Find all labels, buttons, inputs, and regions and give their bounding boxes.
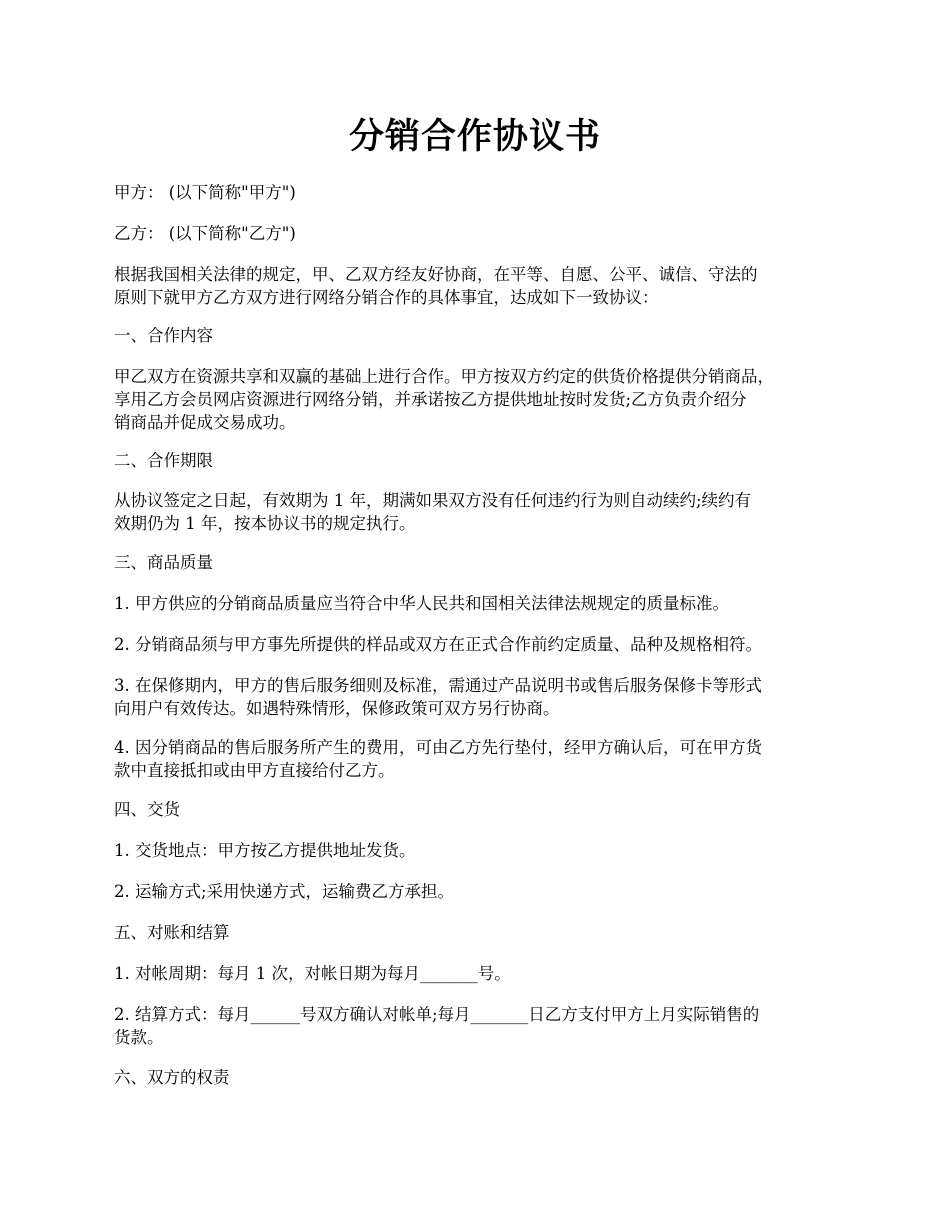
delivery-item-1: 1. 交货地点：甲方按乙方提供地址发货。 xyxy=(114,841,416,860)
cooperation-content-paragraph: 甲乙双方在资源共享和双赢的基础上进行合作。甲方按双方约定的供货价格提供分销商品， 享用乙方会员网店资源进行网络分销，并承诺按乙方提供地址按时发货;乙方负责介绍分 销商品并促成交易成功。 xyxy=(114,367,774,432)
section-heading-cooperation-term: 二、合作期限 xyxy=(114,451,213,470)
party-b-line: 乙方： (以下简称"乙方") xyxy=(114,224,296,243)
section-heading-rights-duties: 六、双方的权责 xyxy=(114,1068,230,1087)
quality-item-3: 3. 在保修期内，甲方的售后服务细则及标准，需通过产品说明书或售后服务保修卡等形式 向用户有效传达。如遇特殊情形，保修政策可双方另行协商。 xyxy=(114,676,762,718)
preamble-paragraph: 根据我国相关法律的规定，甲、乙双方经友好协商，在平等、自愿、公平、诚信、守法的 原则下就甲方乙方双方进行网络分销合作的具体事宜，达成如下一致协议： xyxy=(114,265,758,307)
document-title: 分销合作协议书 xyxy=(348,117,601,157)
quality-item-1: 1. 甲方供应的分销商品质量应当符合中华人民共和国相关法律法规规定的质量标准。 xyxy=(114,594,729,613)
quality-item-2: 2. 分销商品须与甲方事先所提供的样品或双方在正式合作前约定质量、品种及规格相符。 xyxy=(114,635,762,654)
settlement-item-2: 2. 结算方式：每月______号双方确认对帐单;每月_______日乙方支付甲方上月实际销售的 货款。 xyxy=(114,1005,760,1047)
settlement-item-1: 1. 对帐周期：每月 1 次，对帐日期为每月_______号。 xyxy=(114,964,511,983)
cooperation-term-paragraph: 从协议签定之日起，有效期为 1 年，期满如果双方没有任何违约行为则自动续约;续约有 效期仍为 1 年，按本协议书的规定执行。 xyxy=(114,491,752,533)
section-heading-cooperation-content: 一、合作内容 xyxy=(114,326,213,345)
section-heading-product-quality: 三、商品质量 xyxy=(114,553,213,572)
party-a-line: 甲方： (以下简称"甲方") xyxy=(114,183,296,202)
delivery-item-2: 2. 运输方式;采用快递方式，运输费乙方承担。 xyxy=(114,882,455,901)
section-heading-delivery: 四、交货 xyxy=(114,800,180,819)
section-heading-settlement: 五、对账和结算 xyxy=(114,923,230,942)
quality-item-4: 4. 因分销商品的售后服务所产生的费用，可由乙方先行垫付，经甲方确认后，可在甲方货 款中直接抵扣或由甲方直接给付乙方。 xyxy=(114,738,762,780)
